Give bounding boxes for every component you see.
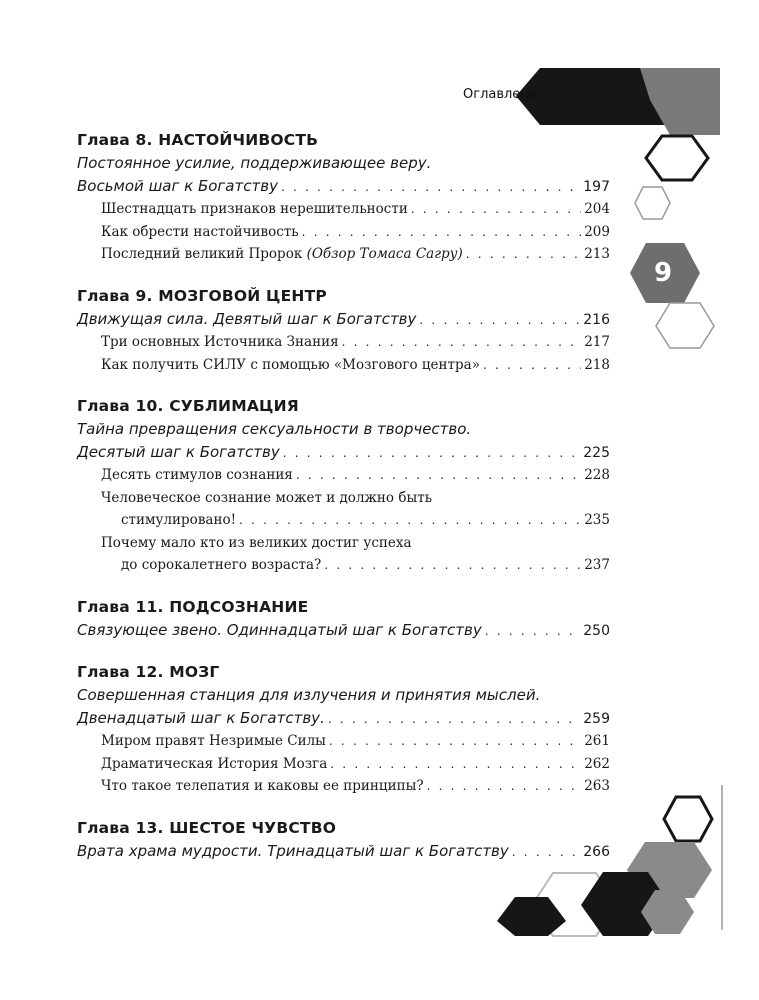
hex-dark-bottom-left — [497, 897, 566, 936]
toc-entry[interactable]: Три основных Источника Знания . . . 217 — [77, 331, 610, 354]
chapter-12 — [77, 660, 610, 798]
toc-entry[interactable]: Шестнадцать признаков нерешительности . . . 204 — [77, 198, 610, 221]
chapter-subtitle: Совершенная станция для излучения и принятия мыслей. — [77, 686, 541, 704]
chapter-main-entry[interactable]: Восьмой шаг к Богатству . . . 197 — [77, 175, 610, 199]
section-header: Оглавление — [463, 87, 546, 102]
page-ref: 228 — [584, 467, 610, 483]
chapter-heading[interactable]: Глава 8. НАСТОЙЧИВОСТЬ — [77, 131, 319, 149]
page-ref: 209 — [584, 223, 610, 240]
page-ref: 216 — [583, 311, 610, 328]
page-ref: 217 — [584, 334, 610, 350]
page-ref: 263 — [584, 778, 610, 794]
page-ref: 237 — [584, 557, 610, 573]
chapter-heading[interactable]: Глава 13. ШЕСТОЕ ЧУВСТВО — [77, 818, 337, 837]
chapter-main-entry[interactable]: Врата храма мудрости. Тринадцатый шаг к Богатству . . . 266 — [77, 840, 610, 864]
toc-entry[interactable]: Десять стимулов сознания . . . 228 — [77, 464, 610, 487]
chapter-main-entry[interactable]: Движущая сила. Девятый шаг к Богатству . . . 216 — [77, 308, 610, 332]
chapter-heading[interactable]: Глава 11. ПОДСОЗНАНИЕ — [77, 597, 309, 616]
hex-outline-small — [656, 303, 714, 348]
chapter-main-entry[interactable]: Связующее звено. Одиннадцатый шаг к Богатству . . . 250 — [77, 619, 610, 643]
hex-outline-bottom-top — [664, 797, 712, 841]
toc-entry[interactable]: Драматическая История Мозга . . . 262 — [77, 753, 610, 776]
hex-outline-right — [646, 136, 708, 180]
page-ref: 204 — [584, 201, 610, 217]
chapter-subtitle: Постоянное усилие, поддерживающее веру. — [77, 154, 432, 172]
chapter-9 — [77, 284, 610, 377]
page-number-badge — [631, 243, 701, 303]
chapter-heading[interactable]: Глава 10. СУБЛИМАЦИЯ — [77, 397, 299, 415]
toc-entry-first-line[interactable]: Человеческое сознание может и должно быть — [101, 489, 433, 506]
entry-note: (Обзор Томаса Сагру) — [306, 246, 463, 262]
toc-entry[interactable]: Миром правят Незримые Силы . . . 261 — [77, 730, 610, 753]
chapter-main-entry[interactable]: Десятый шаг к Богатству . . . 225 — [77, 441, 610, 465]
page-ref: 197 — [583, 178, 610, 195]
page-ref: 259 — [583, 710, 610, 727]
page-number: 9 — [653, 258, 673, 288]
chapter-13 — [77, 816, 610, 864]
toc-entry[interactable]: Последний великий Пророк (Обзор Томаса Сагру) . . . 213 — [77, 243, 610, 266]
page-ref: 266 — [583, 843, 610, 860]
chapter-heading[interactable]: Глава 12. МОЗГ — [77, 663, 220, 681]
page-ref: 225 — [583, 444, 610, 461]
page-ref: 213 — [584, 246, 610, 262]
hex-outline-left — [635, 187, 670, 219]
chapter-heading[interactable]: Глава 9. МОЗГОВОЙ ЦЕНТР — [77, 286, 327, 305]
chapter-10 — [77, 394, 610, 577]
page-ref: 262 — [584, 755, 610, 772]
toc-entry[interactable]: Что такое телепатия и каковы ее принципы? . . . 263 — [77, 775, 610, 798]
page-ref: 250 — [583, 622, 610, 639]
page-ref: 261 — [584, 733, 610, 749]
toc-entry-continuation[interactable]: стимулировано! . . . 235 — [77, 509, 610, 532]
table-of-contents — [77, 128, 610, 881]
toc-entry[interactable]: Как обрести настойчивость . . . 209 — [77, 221, 610, 244]
chapter-main-entry[interactable]: Двенадцатый шаг к Богатству. . . . 259 — [77, 707, 610, 731]
chapter-8 — [77, 128, 610, 266]
toc-entry[interactable]: Как получить СИЛУ с помощью «Мозгового центра» . . . 218 — [77, 354, 610, 377]
toc-entry-first-line[interactable]: Почему мало кто из великих достиг успеха — [101, 534, 412, 551]
page-ref: 235 — [584, 512, 610, 528]
toc-entry-continuation[interactable]: до сорокалетнего возраста? . . . 237 — [77, 554, 610, 577]
chapter-subtitle: Тайна превращения сексуальности в творчество. — [77, 420, 472, 438]
chapter-11 — [77, 595, 610, 643]
page-ref: 218 — [584, 356, 610, 373]
